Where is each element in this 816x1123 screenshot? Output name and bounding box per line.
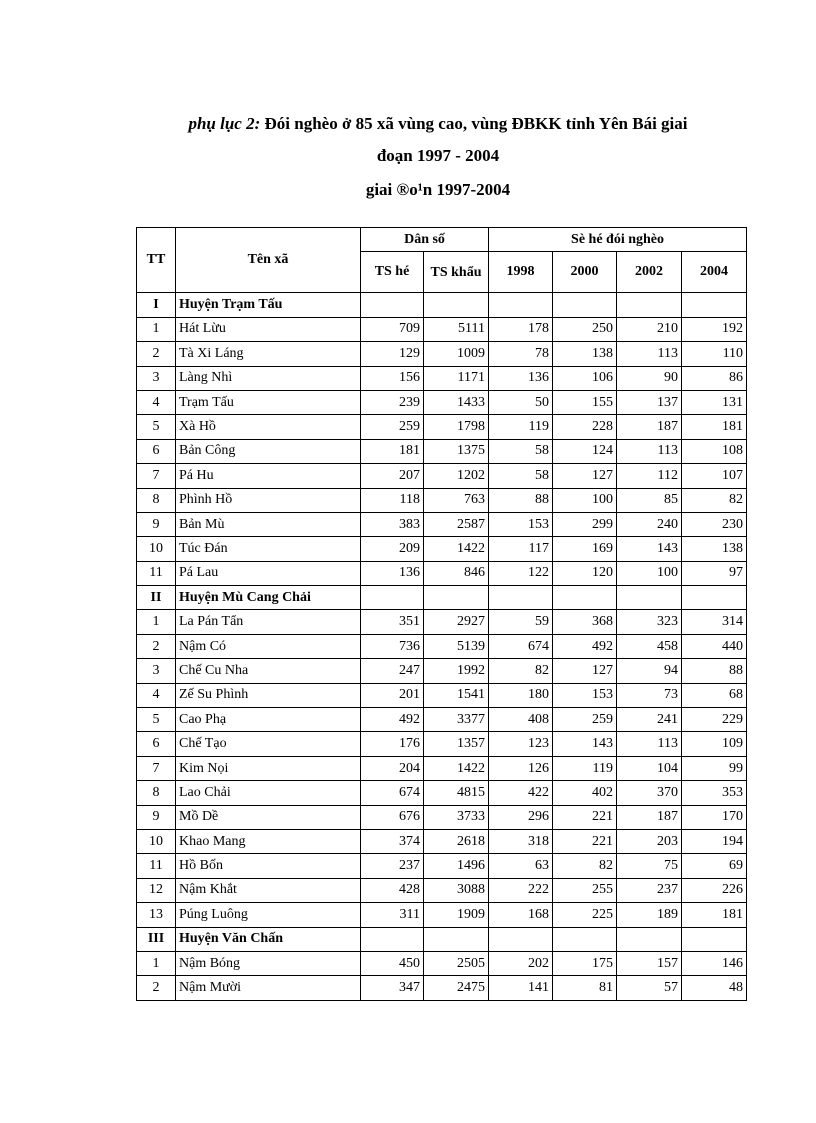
empty-cell: [361, 293, 424, 317]
cell-ts-khau: 2505: [424, 951, 489, 975]
cell-tt: 1: [137, 610, 176, 634]
cell-2004: 108: [682, 439, 747, 463]
header-ts-khau: TS khẩu: [424, 252, 489, 293]
cell-1998: 178: [489, 317, 553, 341]
table-row: [137, 976, 747, 1000]
cell-2000: 228: [553, 415, 617, 439]
cell-2002: 187: [617, 415, 682, 439]
cell-1998: 123: [489, 732, 553, 756]
district-row: [137, 927, 747, 951]
cell-ts-khau: 5111: [424, 317, 489, 341]
cell-2000: 221: [553, 829, 617, 853]
cell-commune-name: Túc Đán: [176, 537, 361, 561]
cell-ts-ho: 207: [361, 464, 424, 488]
cell-commune-name: Trạm Tấu: [176, 390, 361, 414]
empty-cell: [553, 586, 617, 610]
district-row: [137, 586, 747, 610]
cell-2002: 458: [617, 634, 682, 658]
empty-cell: [682, 293, 747, 317]
cell-ts-ho: 383: [361, 512, 424, 536]
cell-ts-ho: 136: [361, 561, 424, 585]
cell-ts-khau: 1496: [424, 854, 489, 878]
cell-commune-name: Kim Nọi: [176, 756, 361, 780]
empty-cell: [553, 927, 617, 951]
cell-2002: 113: [617, 439, 682, 463]
cell-ts-ho: 247: [361, 659, 424, 683]
cell-1998: 141: [489, 976, 553, 1000]
table-row: [137, 488, 747, 512]
cell-1998: 63: [489, 854, 553, 878]
cell-2004: 88: [682, 659, 747, 683]
cell-ts-ho: 176: [361, 732, 424, 756]
cell-commune-name: Làng Nhì: [176, 366, 361, 390]
cell-1998: 296: [489, 805, 553, 829]
cell-ts-ho: 492: [361, 708, 424, 732]
cell-2000: 127: [553, 659, 617, 683]
cell-commune-name: Chế Cu Nha: [176, 659, 361, 683]
cell-2002: 85: [617, 488, 682, 512]
cell-ts-ho: 118: [361, 488, 424, 512]
cell-ts-khau: 2927: [424, 610, 489, 634]
cell-ts-khau: 2618: [424, 829, 489, 853]
cell-tt: 10: [137, 537, 176, 561]
cell-1998: 318: [489, 829, 553, 853]
cell-ts-ho: 239: [361, 390, 424, 414]
table-row: [137, 610, 747, 634]
cell-2002: 189: [617, 903, 682, 927]
cell-ts-khau: 1422: [424, 537, 489, 561]
district-name: Huyện Mù Cang Chải: [176, 586, 361, 610]
cell-ts-khau: 763: [424, 488, 489, 512]
cell-tt: 4: [137, 683, 176, 707]
empty-cell: [361, 586, 424, 610]
cell-commune-name: Bản Công: [176, 439, 361, 463]
cell-2002: 73: [617, 683, 682, 707]
cell-2000: 492: [553, 634, 617, 658]
table-row: [137, 659, 747, 683]
cell-2002: 157: [617, 951, 682, 975]
cell-2002: 143: [617, 537, 682, 561]
cell-2002: 75: [617, 854, 682, 878]
cell-2004: 97: [682, 561, 747, 585]
cell-1998: 408: [489, 708, 553, 732]
table-row: [137, 829, 747, 853]
cell-ts-ho: 709: [361, 317, 424, 341]
header-2002: 2002: [617, 252, 682, 293]
district-number: II: [137, 586, 176, 610]
appendix-title-line3: giai ®o¹n 1997-2004: [365, 180, 511, 199]
cell-2000: 124: [553, 439, 617, 463]
cell-2002: 94: [617, 659, 682, 683]
table-row: [137, 683, 747, 707]
empty-cell: [489, 927, 553, 951]
cell-2000: 82: [553, 854, 617, 878]
cell-2002: 113: [617, 732, 682, 756]
cell-1998: 58: [489, 464, 553, 488]
cell-commune-name: Hát Lừu: [176, 317, 361, 341]
cell-tt: 9: [137, 512, 176, 536]
cell-1998: 126: [489, 756, 553, 780]
cell-2000: 169: [553, 537, 617, 561]
cell-2004: 181: [682, 903, 747, 927]
cell-2000: 221: [553, 805, 617, 829]
cell-2004: 226: [682, 878, 747, 902]
cell-2004: 68: [682, 683, 747, 707]
cell-2000: 255: [553, 878, 617, 902]
district-name: Huyện Trạm Tấu: [176, 293, 361, 317]
cell-ts-khau: 4815: [424, 781, 489, 805]
cell-ts-ho: 129: [361, 342, 424, 366]
cell-2004: 314: [682, 610, 747, 634]
cell-ts-khau: 1992: [424, 659, 489, 683]
cell-ts-ho: 156: [361, 366, 424, 390]
cell-1998: 119: [489, 415, 553, 439]
empty-cell: [489, 586, 553, 610]
cell-2000: 225: [553, 903, 617, 927]
cell-2000: 250: [553, 317, 617, 341]
cell-ts-ho: 676: [361, 805, 424, 829]
cell-commune-name: Púng Luông: [176, 903, 361, 927]
cell-1998: 59: [489, 610, 553, 634]
cell-ts-khau: 1422: [424, 756, 489, 780]
cell-commune-name: Nậm Bóng: [176, 951, 361, 975]
cell-tt: 4: [137, 390, 176, 414]
cell-2000: 100: [553, 488, 617, 512]
cell-ts-khau: 1541: [424, 683, 489, 707]
cell-1998: 88: [489, 488, 553, 512]
cell-commune-name: Pá Hu: [176, 464, 361, 488]
appendix-label: phụ lục 2:: [188, 114, 261, 133]
cell-2004: 107: [682, 464, 747, 488]
cell-tt: 6: [137, 439, 176, 463]
cell-2004: 82: [682, 488, 747, 512]
table-row: [137, 805, 747, 829]
cell-ts-ho: 209: [361, 537, 424, 561]
cell-commune-name: Pá Lau: [176, 561, 361, 585]
cell-2000: 127: [553, 464, 617, 488]
table-row: [137, 439, 747, 463]
cell-tt: 5: [137, 708, 176, 732]
cell-1998: 674: [489, 634, 553, 658]
cell-1998: 180: [489, 683, 553, 707]
cell-tt: 11: [137, 561, 176, 585]
cell-tt: 7: [137, 756, 176, 780]
cell-ts-ho: 347: [361, 976, 424, 1000]
empty-cell: [682, 586, 747, 610]
cell-tt: 1: [137, 317, 176, 341]
header-2004: 2004: [682, 252, 747, 293]
table-row: [137, 781, 747, 805]
cell-ts-khau: 3377: [424, 708, 489, 732]
table-row: [137, 342, 747, 366]
empty-cell: [361, 927, 424, 951]
cell-ts-khau: 1202: [424, 464, 489, 488]
cell-ts-khau: 1375: [424, 439, 489, 463]
cell-tt: 8: [137, 488, 176, 512]
empty-cell: [489, 293, 553, 317]
cell-2004: 86: [682, 366, 747, 390]
cell-tt: 8: [137, 781, 176, 805]
header-2000: 2000: [553, 252, 617, 293]
table-row: [137, 756, 747, 780]
cell-commune-name: Hồ Bốn: [176, 854, 361, 878]
table-row: [137, 634, 747, 658]
cell-2002: 241: [617, 708, 682, 732]
cell-2002: 100: [617, 561, 682, 585]
cell-tt: 10: [137, 829, 176, 853]
cell-ts-khau: 5139: [424, 634, 489, 658]
cell-2004: 181: [682, 415, 747, 439]
cell-tt: 2: [137, 976, 176, 1000]
table-row: [137, 317, 747, 341]
title-text: Đói nghèo ở 85 xã vùng cao, vùng ĐBKK tỉnh Yên Bái giai: [264, 114, 688, 133]
cell-ts-khau: 3733: [424, 805, 489, 829]
cell-1998: 222: [489, 878, 553, 902]
cell-2002: 203: [617, 829, 682, 853]
cell-2004: 192: [682, 317, 747, 341]
cell-commune-name: Lao Chải: [176, 781, 361, 805]
cell-2002: 370: [617, 781, 682, 805]
header-ten-xa: Tên xã: [176, 228, 361, 293]
cell-2000: 138: [553, 342, 617, 366]
empty-cell: [424, 586, 489, 610]
header-dan-so: Dân số: [361, 228, 489, 252]
cell-1998: 136: [489, 366, 553, 390]
cell-2004: 99: [682, 756, 747, 780]
cell-2000: 120: [553, 561, 617, 585]
cell-commune-name: Bản Mù: [176, 512, 361, 536]
cell-ts-khau: 1357: [424, 732, 489, 756]
cell-ts-ho: 428: [361, 878, 424, 902]
cell-commune-name: Nậm Mười: [176, 976, 361, 1000]
cell-1998: 50: [489, 390, 553, 414]
cell-2004: 48: [682, 976, 747, 1000]
table-row: [137, 561, 747, 585]
cell-ts-khau: 1909: [424, 903, 489, 927]
cell-tt: 1: [137, 951, 176, 975]
header-ts-ho: TS hé: [361, 252, 424, 293]
table-row: [137, 390, 747, 414]
cell-ts-khau: 2475: [424, 976, 489, 1000]
empty-cell: [424, 927, 489, 951]
header-so-ho-ngheo: Sè hé đói nghèo: [489, 228, 747, 252]
empty-cell: [617, 927, 682, 951]
cell-1998: 202: [489, 951, 553, 975]
cell-tt: 3: [137, 659, 176, 683]
cell-ts-ho: 201: [361, 683, 424, 707]
cell-1998: 168: [489, 903, 553, 927]
cell-ts-ho: 237: [361, 854, 424, 878]
cell-2000: 368: [553, 610, 617, 634]
table-body: [137, 293, 747, 1000]
cell-tt: 9: [137, 805, 176, 829]
cell-2000: 155: [553, 390, 617, 414]
cell-commune-name: Tà Xi Láng: [176, 342, 361, 366]
cell-2002: 57: [617, 976, 682, 1000]
cell-2002: 323: [617, 610, 682, 634]
cell-2004: 146: [682, 951, 747, 975]
cell-2002: 137: [617, 390, 682, 414]
cell-2004: 69: [682, 854, 747, 878]
cell-2004: 131: [682, 390, 747, 414]
cell-2004: 440: [682, 634, 747, 658]
poverty-table: [136, 227, 747, 1001]
cell-2004: 230: [682, 512, 747, 536]
cell-commune-name: Nậm Khắt: [176, 878, 361, 902]
cell-tt: 7: [137, 464, 176, 488]
cell-ts-ho: 311: [361, 903, 424, 927]
cell-tt: 6: [137, 732, 176, 756]
cell-tt: 13: [137, 903, 176, 927]
cell-2000: 119: [553, 756, 617, 780]
cell-ts-khau: 1009: [424, 342, 489, 366]
table-row: [137, 732, 747, 756]
header-1998: 1998: [489, 252, 553, 293]
cell-1998: 422: [489, 781, 553, 805]
cell-tt: 3: [137, 366, 176, 390]
cell-2000: 259: [553, 708, 617, 732]
cell-ts-ho: 674: [361, 781, 424, 805]
table-header: [137, 228, 747, 293]
cell-ts-ho: 204: [361, 756, 424, 780]
empty-cell: [617, 586, 682, 610]
table-row: [137, 512, 747, 536]
cell-ts-ho: 259: [361, 415, 424, 439]
cell-1998: 58: [489, 439, 553, 463]
table-row: [137, 878, 747, 902]
cell-tt: 5: [137, 415, 176, 439]
cell-2000: 143: [553, 732, 617, 756]
cell-commune-name: La Pán Tẩn: [176, 610, 361, 634]
cell-tt: 11: [137, 854, 176, 878]
district-name: Huyện Văn Chấn: [176, 927, 361, 951]
cell-2004: 194: [682, 829, 747, 853]
cell-ts-khau: 1433: [424, 390, 489, 414]
cell-2002: 112: [617, 464, 682, 488]
cell-ts-ho: 736: [361, 634, 424, 658]
cell-2000: 299: [553, 512, 617, 536]
cell-tt: 12: [137, 878, 176, 902]
cell-2000: 81: [553, 976, 617, 1000]
cell-commune-name: Zế Su Phình: [176, 683, 361, 707]
cell-ts-ho: 351: [361, 610, 424, 634]
cell-1998: 78: [489, 342, 553, 366]
cell-ts-khau: 2587: [424, 512, 489, 536]
cell-2002: 187: [617, 805, 682, 829]
cell-1998: 82: [489, 659, 553, 683]
appendix-title-line1: [0, 114, 816, 134]
cell-commune-name: Xà Hồ: [176, 415, 361, 439]
cell-2002: 210: [617, 317, 682, 341]
cell-2004: 138: [682, 537, 747, 561]
cell-1998: 122: [489, 561, 553, 585]
table-row: [137, 415, 747, 439]
empty-cell: [617, 293, 682, 317]
empty-cell: [553, 293, 617, 317]
cell-ts-khau: 3088: [424, 878, 489, 902]
table-row: [137, 903, 747, 927]
cell-tt: 2: [137, 342, 176, 366]
cell-commune-name: Khao Mang: [176, 829, 361, 853]
cell-ts-ho: 181: [361, 439, 424, 463]
cell-ts-ho: 374: [361, 829, 424, 853]
cell-2002: 237: [617, 878, 682, 902]
cell-ts-khau: 846: [424, 561, 489, 585]
cell-tt: 2: [137, 634, 176, 658]
cell-commune-name: Phình Hồ: [176, 488, 361, 512]
district-row: [137, 293, 747, 317]
cell-2004: 170: [682, 805, 747, 829]
table-row: [137, 537, 747, 561]
cell-2002: 240: [617, 512, 682, 536]
cell-2000: 153: [553, 683, 617, 707]
cell-2004: 110: [682, 342, 747, 366]
table-row: [137, 854, 747, 878]
cell-ts-ho: 450: [361, 951, 424, 975]
cell-ts-khau: 1798: [424, 415, 489, 439]
empty-cell: [682, 927, 747, 951]
empty-cell: [424, 293, 489, 317]
cell-1998: 117: [489, 537, 553, 561]
cell-1998: 153: [489, 512, 553, 536]
cell-2004: 353: [682, 781, 747, 805]
cell-2002: 90: [617, 366, 682, 390]
table-row: [137, 366, 747, 390]
district-number: I: [137, 293, 176, 317]
cell-commune-name: Cao Phạ: [176, 708, 361, 732]
table-row: [137, 708, 747, 732]
cell-2002: 104: [617, 756, 682, 780]
table-row: [137, 464, 747, 488]
district-number: III: [137, 927, 176, 951]
cell-2004: 229: [682, 708, 747, 732]
cell-commune-name: Mồ Dề: [176, 805, 361, 829]
appendix-title-line2: đoạn 1997 - 2004: [376, 146, 500, 165]
cell-2002: 113: [617, 342, 682, 366]
cell-commune-name: Nậm Có: [176, 634, 361, 658]
header-tt: TT: [137, 228, 176, 293]
table-row: [137, 951, 747, 975]
cell-2000: 402: [553, 781, 617, 805]
cell-2004: 109: [682, 732, 747, 756]
cell-2000: 175: [553, 951, 617, 975]
cell-2000: 106: [553, 366, 617, 390]
cell-commune-name: Chế Tạo: [176, 732, 361, 756]
cell-ts-khau: 1171: [424, 366, 489, 390]
